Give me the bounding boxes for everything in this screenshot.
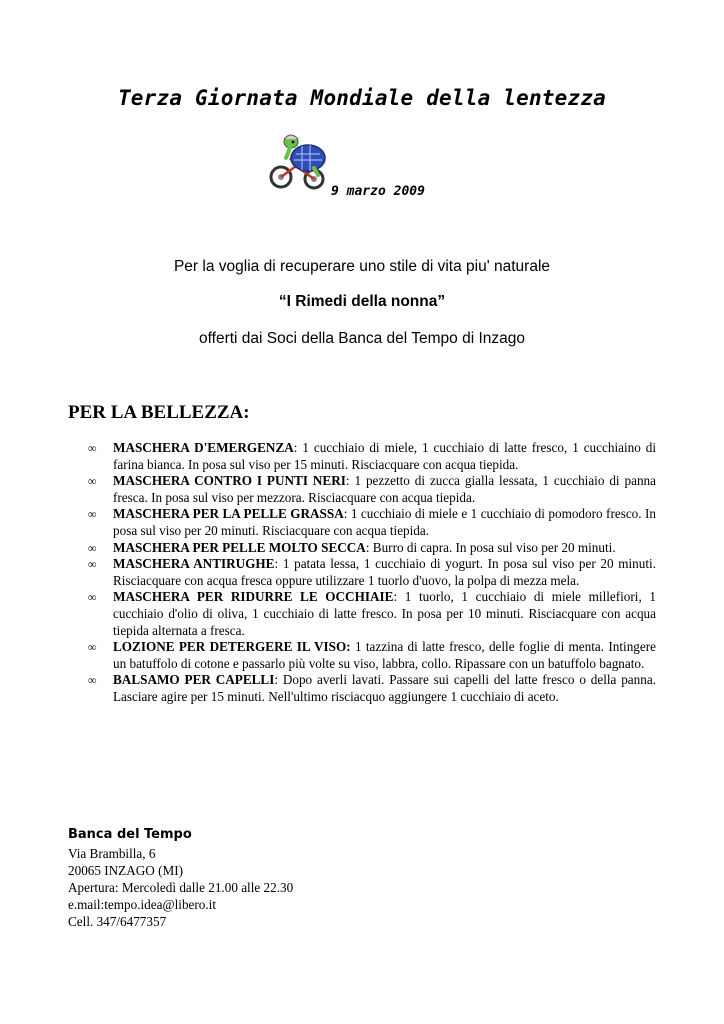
address-street: Via Brambilla, 6 xyxy=(68,846,156,861)
remedy-name: MASCHERA PER PELLE MOLTO SECCA xyxy=(113,539,366,555)
remedy-separator: : xyxy=(343,506,348,522)
intro-line: Per la voglia di recuperare uno stile di vita piu' naturale xyxy=(173,258,551,275)
remedy-separator: : xyxy=(393,589,398,605)
remedy-separator: : xyxy=(274,556,279,572)
bullet-icon: ∞ xyxy=(88,557,97,572)
email-address: e.mail:tempo.idea@libero.it xyxy=(68,897,217,912)
remedy-name: MASCHERA PER LA PELLE GRASSA xyxy=(113,506,344,522)
bullet-icon: ∞ xyxy=(88,507,97,522)
bullet-icon: ∞ xyxy=(88,673,97,688)
list-item xyxy=(88,473,656,506)
contact-block xyxy=(68,826,293,930)
organization-name: Banca del Tempo xyxy=(68,827,192,842)
remedy-text: 1 tazzina di latte fresco, delle foglie di menta. Intingere un batuffolo di cotone e passarlo più volte su viso, labbra, collo. Ripassare con un batuffolo bagnato. xyxy=(113,639,656,671)
remedy-name: LOZIONE PER DETERGERE IL VISO: xyxy=(113,639,351,655)
phone-number: Cell. 347/6477357 xyxy=(68,914,167,929)
section-title: PER LA BELLEZZA: xyxy=(68,402,250,423)
remedy-separator: : xyxy=(274,672,279,688)
remedy-separator: : xyxy=(345,473,350,489)
bullet-icon: ∞ xyxy=(88,590,97,605)
list-item xyxy=(88,440,656,473)
remedy-text: 1 pezzetto di zucca gialla lessata, 1 cucchiaio di panna fresca. In posa sul viso per mezzora. Risciacquare con acqua tiepida. xyxy=(113,473,656,505)
remedy-name: BALSAMO PER CAPELLI xyxy=(113,672,275,688)
opening-hours: Apertura: Mercoledì dalle 21.00 alle 22.30 xyxy=(68,880,294,895)
remedy-separator: : xyxy=(365,539,370,555)
turtle-on-bicycle-icon xyxy=(268,128,332,192)
bullet-icon: ∞ xyxy=(88,540,97,555)
list-item xyxy=(88,506,656,539)
remedy-text: 1 tuorlo, 1 cucchiaio di miele millefiori, 1 cucchiaio d'olio di oliva, 1 cucchiaio di latte fresco. In posa per 10 minuti. Risciacquare con acqua tiepida alternata a fresca. xyxy=(113,589,656,638)
bullet-icon: ∞ xyxy=(88,640,97,655)
remedy-text: 1 patata lessa, 1 cucchiaio di yogurt. In posa sul viso per 20 minuti. Risciacquare con acqua fresca oppure utilizzare 1 tuorlo d'uovo, la polpa di mezza mela. xyxy=(113,556,656,588)
remedy-name: MASCHERA CONTRO I PUNTI NERI xyxy=(113,473,346,489)
address-city: 20065 INZAGO (MI) xyxy=(68,863,184,878)
remedy-separator: : xyxy=(293,440,298,455)
list-item xyxy=(88,639,656,672)
intro-offered-by: offerti dai Soci della Banca del Tempo di Inzago xyxy=(199,330,525,347)
list-item xyxy=(88,672,656,705)
remedy-name: MASCHERA D'EMERGENZA xyxy=(113,440,294,455)
list-item xyxy=(88,556,656,589)
remedy-name: MASCHERA PER RIDURRE LE OCCHIAIE xyxy=(113,589,394,605)
page-title: Terza Giornata Mondiale della lentezza xyxy=(117,86,607,110)
remedy-text: 1 cucchiaio di miele e 1 cucchiaio di pomodoro fresco. In posa sul viso per 20 minuti. Risciacquare con acqua tiepida. xyxy=(113,506,657,538)
bullet-icon: ∞ xyxy=(88,474,97,489)
list-item xyxy=(88,540,656,557)
list-item xyxy=(88,589,656,639)
remedy-name: MASCHERA ANTIRUGHE xyxy=(113,556,275,572)
remedies-list xyxy=(88,440,656,706)
bullet-icon: ∞ xyxy=(88,441,97,455)
event-date: 9 marzo 2009 xyxy=(331,184,425,199)
intro-subtitle: “I Rimedi della nonna” xyxy=(278,293,446,310)
remedy-text: 1 cucchiaio di miele, 1 cucchiaio di latte fresco, 1 cucchiaino di farina bianca. In posa sul viso per 15 minuti. Risciacquare con acqua tiepida. xyxy=(113,440,657,472)
remedy-text: Burro di capra. In posa sul viso per 20 minuti. xyxy=(369,539,616,555)
remedy-text: Dopo averli lavati. Passare sui capelli del latte fresco o della panna. Lasciare agire per 15 minuti. Nell'ultimo risciacquo aggiungere 1 cucchiaio di aceto. xyxy=(113,672,656,704)
